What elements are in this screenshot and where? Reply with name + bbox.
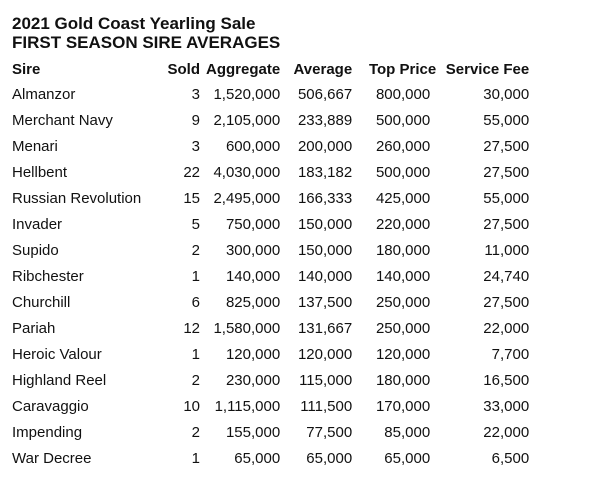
cell-aggregate: 1,520,000 — [213, 85, 281, 103]
cell-aggregate: 230,000 — [225, 371, 281, 389]
cell-top-price: 85,000 — [384, 423, 431, 441]
cell-average: 131,667 — [297, 319, 353, 337]
cell-service-fee: 7,700 — [491, 345, 530, 363]
cell-service-fee: 6,500 — [491, 449, 530, 467]
cell-sire: Ribchester — [12, 267, 84, 285]
cell-sire: Highland Reel — [12, 371, 107, 389]
cell-service-fee: 27,500 — [483, 293, 530, 311]
cell-aggregate: 750,000 — [225, 215, 281, 233]
cell-top-price: 425,000 — [375, 189, 431, 207]
cell-aggregate: 825,000 — [225, 293, 281, 311]
cell-top-price: 120,000 — [375, 345, 431, 363]
cell-sire: Impending — [12, 423, 83, 441]
cell-sire: Merchant Navy — [12, 111, 113, 129]
cell-sold: 3 — [191, 85, 200, 103]
cell-aggregate: 600,000 — [225, 137, 281, 155]
table-row — [12, 445, 529, 471]
cell-sire: Churchill — [12, 293, 71, 311]
cell-top-price: 800,000 — [375, 85, 431, 103]
cell-aggregate: 65,000 — [234, 449, 281, 467]
cell-service-fee: 27,500 — [483, 163, 530, 181]
table-row — [12, 263, 529, 289]
cell-average: 77,500 — [306, 423, 353, 441]
cell-aggregate: 300,000 — [225, 241, 281, 259]
cell-average: 120,000 — [297, 345, 353, 363]
cell-average: 137,500 — [297, 293, 353, 311]
cell-top-price: 180,000 — [375, 371, 431, 389]
cell-service-fee: 30,000 — [483, 85, 530, 103]
cell-sold: 9 — [191, 111, 200, 129]
table-row — [12, 341, 529, 367]
table-row — [12, 211, 529, 237]
cell-service-fee: 16,500 — [483, 371, 530, 389]
table-row — [12, 315, 529, 341]
cell-sire: Supido — [12, 241, 59, 259]
cell-service-fee: 55,000 — [483, 189, 530, 207]
table-row — [12, 159, 529, 185]
sire-averages-table — [12, 58, 529, 471]
column-header-sire: Sire — [12, 61, 41, 78]
cell-sire: Almanzor — [12, 85, 76, 103]
cell-aggregate: 120,000 — [225, 345, 281, 363]
cell-top-price: 180,000 — [375, 241, 431, 259]
cell-aggregate: 2,105,000 — [213, 111, 281, 129]
cell-service-fee: 27,500 — [483, 215, 530, 233]
table-body — [12, 81, 529, 471]
table-row — [12, 393, 529, 419]
cell-aggregate: 1,115,000 — [214, 397, 281, 415]
cell-sold: 22 — [183, 163, 200, 181]
cell-average: 115,000 — [299, 371, 353, 389]
table-row — [12, 289, 529, 315]
cell-average: 166,333 — [297, 189, 353, 207]
cell-average: 183,182 — [297, 163, 353, 181]
cell-service-fee: 55,000 — [483, 111, 530, 129]
cell-top-price: 65,000 — [384, 449, 431, 467]
cell-average: 150,000 — [297, 215, 353, 233]
cell-aggregate: 2,495,000 — [213, 189, 281, 207]
table-row — [12, 185, 529, 211]
column-header-service-fee: Service Fee — [445, 61, 530, 78]
cell-service-fee: 24,740 — [483, 267, 530, 285]
column-header-aggregate: Aggregate — [206, 61, 281, 78]
column-header-sold: Sold — [167, 61, 200, 78]
cell-average: 111,500 — [300, 397, 353, 415]
cell-top-price: 220,000 — [375, 215, 431, 233]
page-title: 2021 Gold Coast Yearling Sale — [12, 14, 256, 33]
cell-aggregate: 4,030,000 — [213, 163, 281, 181]
table-row — [12, 107, 529, 133]
cell-sold: 1 — [191, 267, 200, 285]
cell-average: 200,000 — [297, 137, 353, 155]
cell-service-fee: 11,000 — [484, 241, 530, 259]
cell-aggregate: 1,580,000 — [213, 319, 281, 337]
cell-sold: 2 — [191, 371, 200, 389]
cell-top-price: 500,000 — [375, 163, 431, 181]
table-row — [12, 367, 529, 393]
document — [12, 14, 592, 471]
cell-top-price: 250,000 — [375, 293, 431, 311]
cell-average: 506,667 — [297, 85, 353, 103]
column-header-average: Average — [293, 61, 353, 78]
cell-aggregate: 155,000 — [225, 423, 281, 441]
table-row — [12, 419, 529, 445]
cell-sold: 1 — [191, 449, 200, 467]
cell-sire: Pariah — [12, 319, 56, 337]
cell-sold: 2 — [191, 241, 200, 259]
cell-sire: Menari — [12, 137, 58, 155]
cell-aggregate: 140,000 — [225, 267, 281, 285]
cell-service-fee: 22,000 — [483, 423, 530, 441]
cell-sire: Heroic Valour — [12, 345, 102, 363]
cell-top-price: 500,000 — [375, 111, 431, 129]
cell-average: 140,000 — [297, 267, 353, 285]
cell-sold: 2 — [191, 423, 200, 441]
page-subtitle: FIRST SEASON SIRE AVERAGES — [12, 33, 281, 52]
table-row — [12, 81, 529, 107]
cell-sire: Russian Revolution — [12, 189, 142, 207]
cell-sold: 6 — [191, 293, 200, 311]
cell-top-price: 140,000 — [375, 267, 431, 285]
cell-top-price: 170,000 — [375, 397, 431, 415]
table-header-row — [12, 58, 529, 81]
cell-sire: Invader — [12, 215, 63, 233]
cell-top-price: 250,000 — [375, 319, 431, 337]
cell-sire: Caravaggio — [12, 397, 89, 415]
cell-sire: Hellbent — [12, 163, 68, 181]
cell-sold: 12 — [183, 319, 200, 337]
cell-sold: 10 — [183, 397, 200, 415]
cell-service-fee: 22,000 — [483, 319, 530, 337]
cell-average: 233,889 — [297, 111, 353, 129]
cell-service-fee: 33,000 — [483, 397, 530, 415]
cell-average: 65,000 — [306, 449, 353, 467]
table-row — [12, 237, 529, 263]
cell-sold: 15 — [183, 189, 200, 207]
cell-sold: 1 — [191, 345, 200, 363]
cell-sold: 3 — [191, 137, 200, 155]
cell-sold: 5 — [191, 215, 200, 233]
cell-service-fee: 27,500 — [483, 137, 530, 155]
table-row — [12, 133, 529, 159]
cell-average: 150,000 — [297, 241, 353, 259]
column-header-top-price: Top Price — [368, 61, 437, 78]
cell-top-price: 260,000 — [375, 137, 431, 155]
cell-sire: War Decree — [12, 449, 92, 467]
